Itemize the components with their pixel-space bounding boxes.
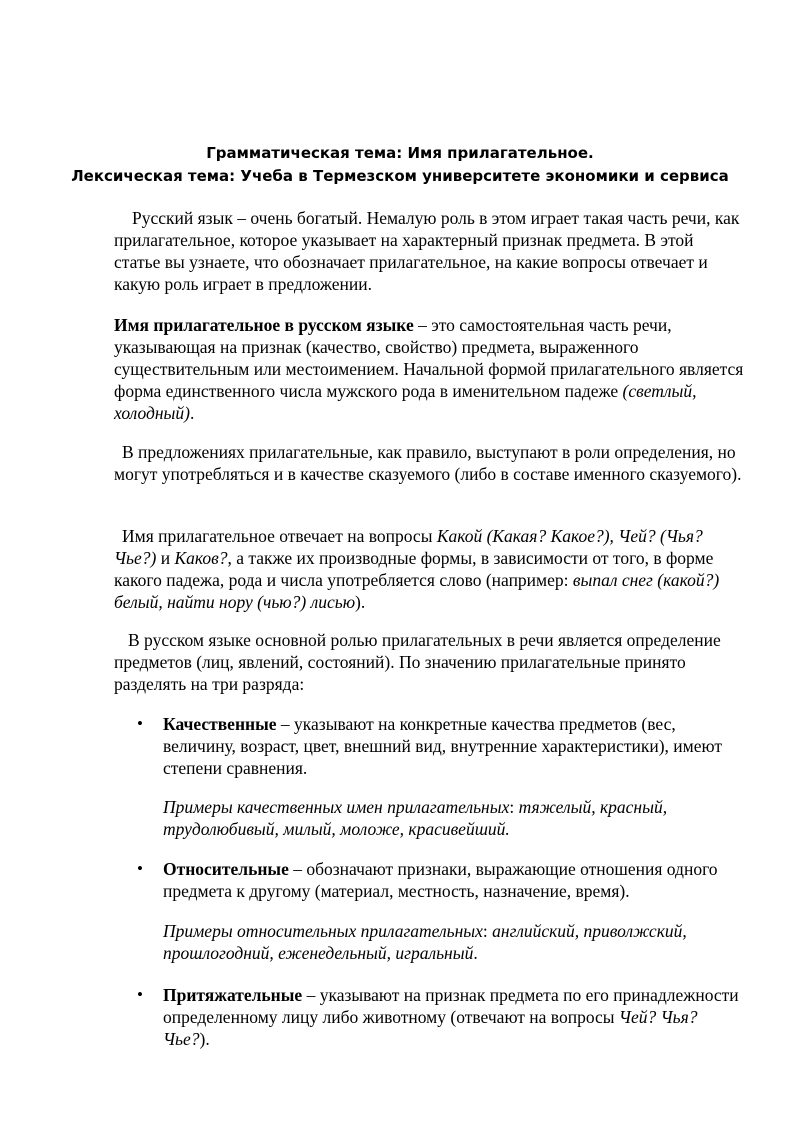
definition-term: Имя прилагательное в русском языке <box>114 315 414 335</box>
definition-text: – это самостоятельная часть речи, указывающая на признак (качество, свойство) предмета, выраженного существительным или местоимением. Начальной формой прилагательного является форма единственного числа мужского рода в именительном падеже <box>114 315 744 401</box>
questions-end: ). <box>355 592 366 612</box>
questions-text-a: Имя прилагательное отвечает на вопросы <box>122 526 437 546</box>
possessive-term: Притяжательные <box>163 985 303 1005</box>
possessive-questions: Чей? Чья? Чье? <box>163 1007 698 1049</box>
relative-examples-colon: : <box>482 921 488 941</box>
qualitative-examples <box>163 796 743 840</box>
definition-end: . <box>189 403 195 423</box>
definition-example: (светлый, холодный) <box>114 381 697 423</box>
paragraph-syntax-text: В предложениях прилагательные, как правило, выступают в роли определения, но могут употребляться и в качестве сказуемого (либо в составе именного сказуемого). <box>114 442 742 484</box>
qualitative-text: – указывают на конкретные качества предметов (вес, величину, возраст, цвет, внешний вид, внутренние характеристики), имеют степени сравнения. <box>163 714 723 778</box>
relative-examples-end: . <box>473 943 478 963</box>
list-item-qualitative <box>163 713 743 779</box>
paragraph-questions <box>114 525 744 613</box>
questions-example: выпал снег (какой?) белый, найти нору (чью?) лисью <box>114 570 720 612</box>
lexical-topic-title: Лексическая тема: Учеба в Термезском университете экономики и сервиса <box>71 167 729 185</box>
qualitative-term: Качественные <box>163 714 277 734</box>
list-item-possessive <box>163 984 743 1050</box>
paragraph-intro-text: Русский язык – очень богатый. Немалую роль в этом играет такая часть речи, как прилагательное, которое указывает на характерный признак предмета. В этой статье вы узнаете, что обозначает прилагательное, на какие вопросы отвечает и какую роль играет в предложении. <box>114 208 740 294</box>
paragraph-definition <box>114 314 744 424</box>
list-item-relative <box>163 858 743 902</box>
relative-examples-label: Примеры относительных прилагательных <box>163 921 483 941</box>
questions-list-1: Какой (Какая? Какое?), Чей? (Чья? Чье?) <box>114 526 703 568</box>
qualitative-examples-label: Примеры качественных имен прилагательных <box>163 797 510 817</box>
qualitative-examples-colon: : <box>509 797 515 817</box>
questions-text-b: , а также их производные формы, в зависимости от того, в форме какого падежа, рода и числа употребляется слово (например: <box>114 548 714 590</box>
paragraph-syntax-role <box>114 441 744 485</box>
bullet-icon: • <box>137 714 143 733</box>
categories-intro-text: В русском языке основной ролью прилагательных в речи является определение предметов (лиц, явлений, состояний). По значению прилагательные принято разделять на три разряда: <box>114 630 721 694</box>
questions-list-2: Каков? <box>174 548 228 568</box>
relative-examples-words: английский, приволжский, прошлогодний, еженедельный, игральный <box>163 921 687 963</box>
possessive-text: – указывают на признак предмета по его принадлежности определенному лицу либо животному (отвечают на вопросы <box>163 985 739 1027</box>
qualitative-examples-words: тяжелый, красный, трудолюбивый, милый, моложе, красивейший. <box>163 797 668 839</box>
paragraph-categories-intro <box>114 629 744 695</box>
paragraph-intro <box>114 207 744 295</box>
relative-term: Относительные <box>163 859 289 879</box>
relative-text: – обозначают признаки, выражающие отношения одного предмета к другому (материал, местность, назначение, время). <box>163 859 718 901</box>
bullet-icon: • <box>137 859 143 878</box>
relative-examples <box>163 920 743 964</box>
questions-and: и <box>156 548 175 568</box>
bullet-icon: • <box>137 985 143 1004</box>
possessive-end: ). <box>199 1029 210 1049</box>
grammar-topic-title: Грамматическая тема: Имя прилагательное. <box>206 144 594 162</box>
